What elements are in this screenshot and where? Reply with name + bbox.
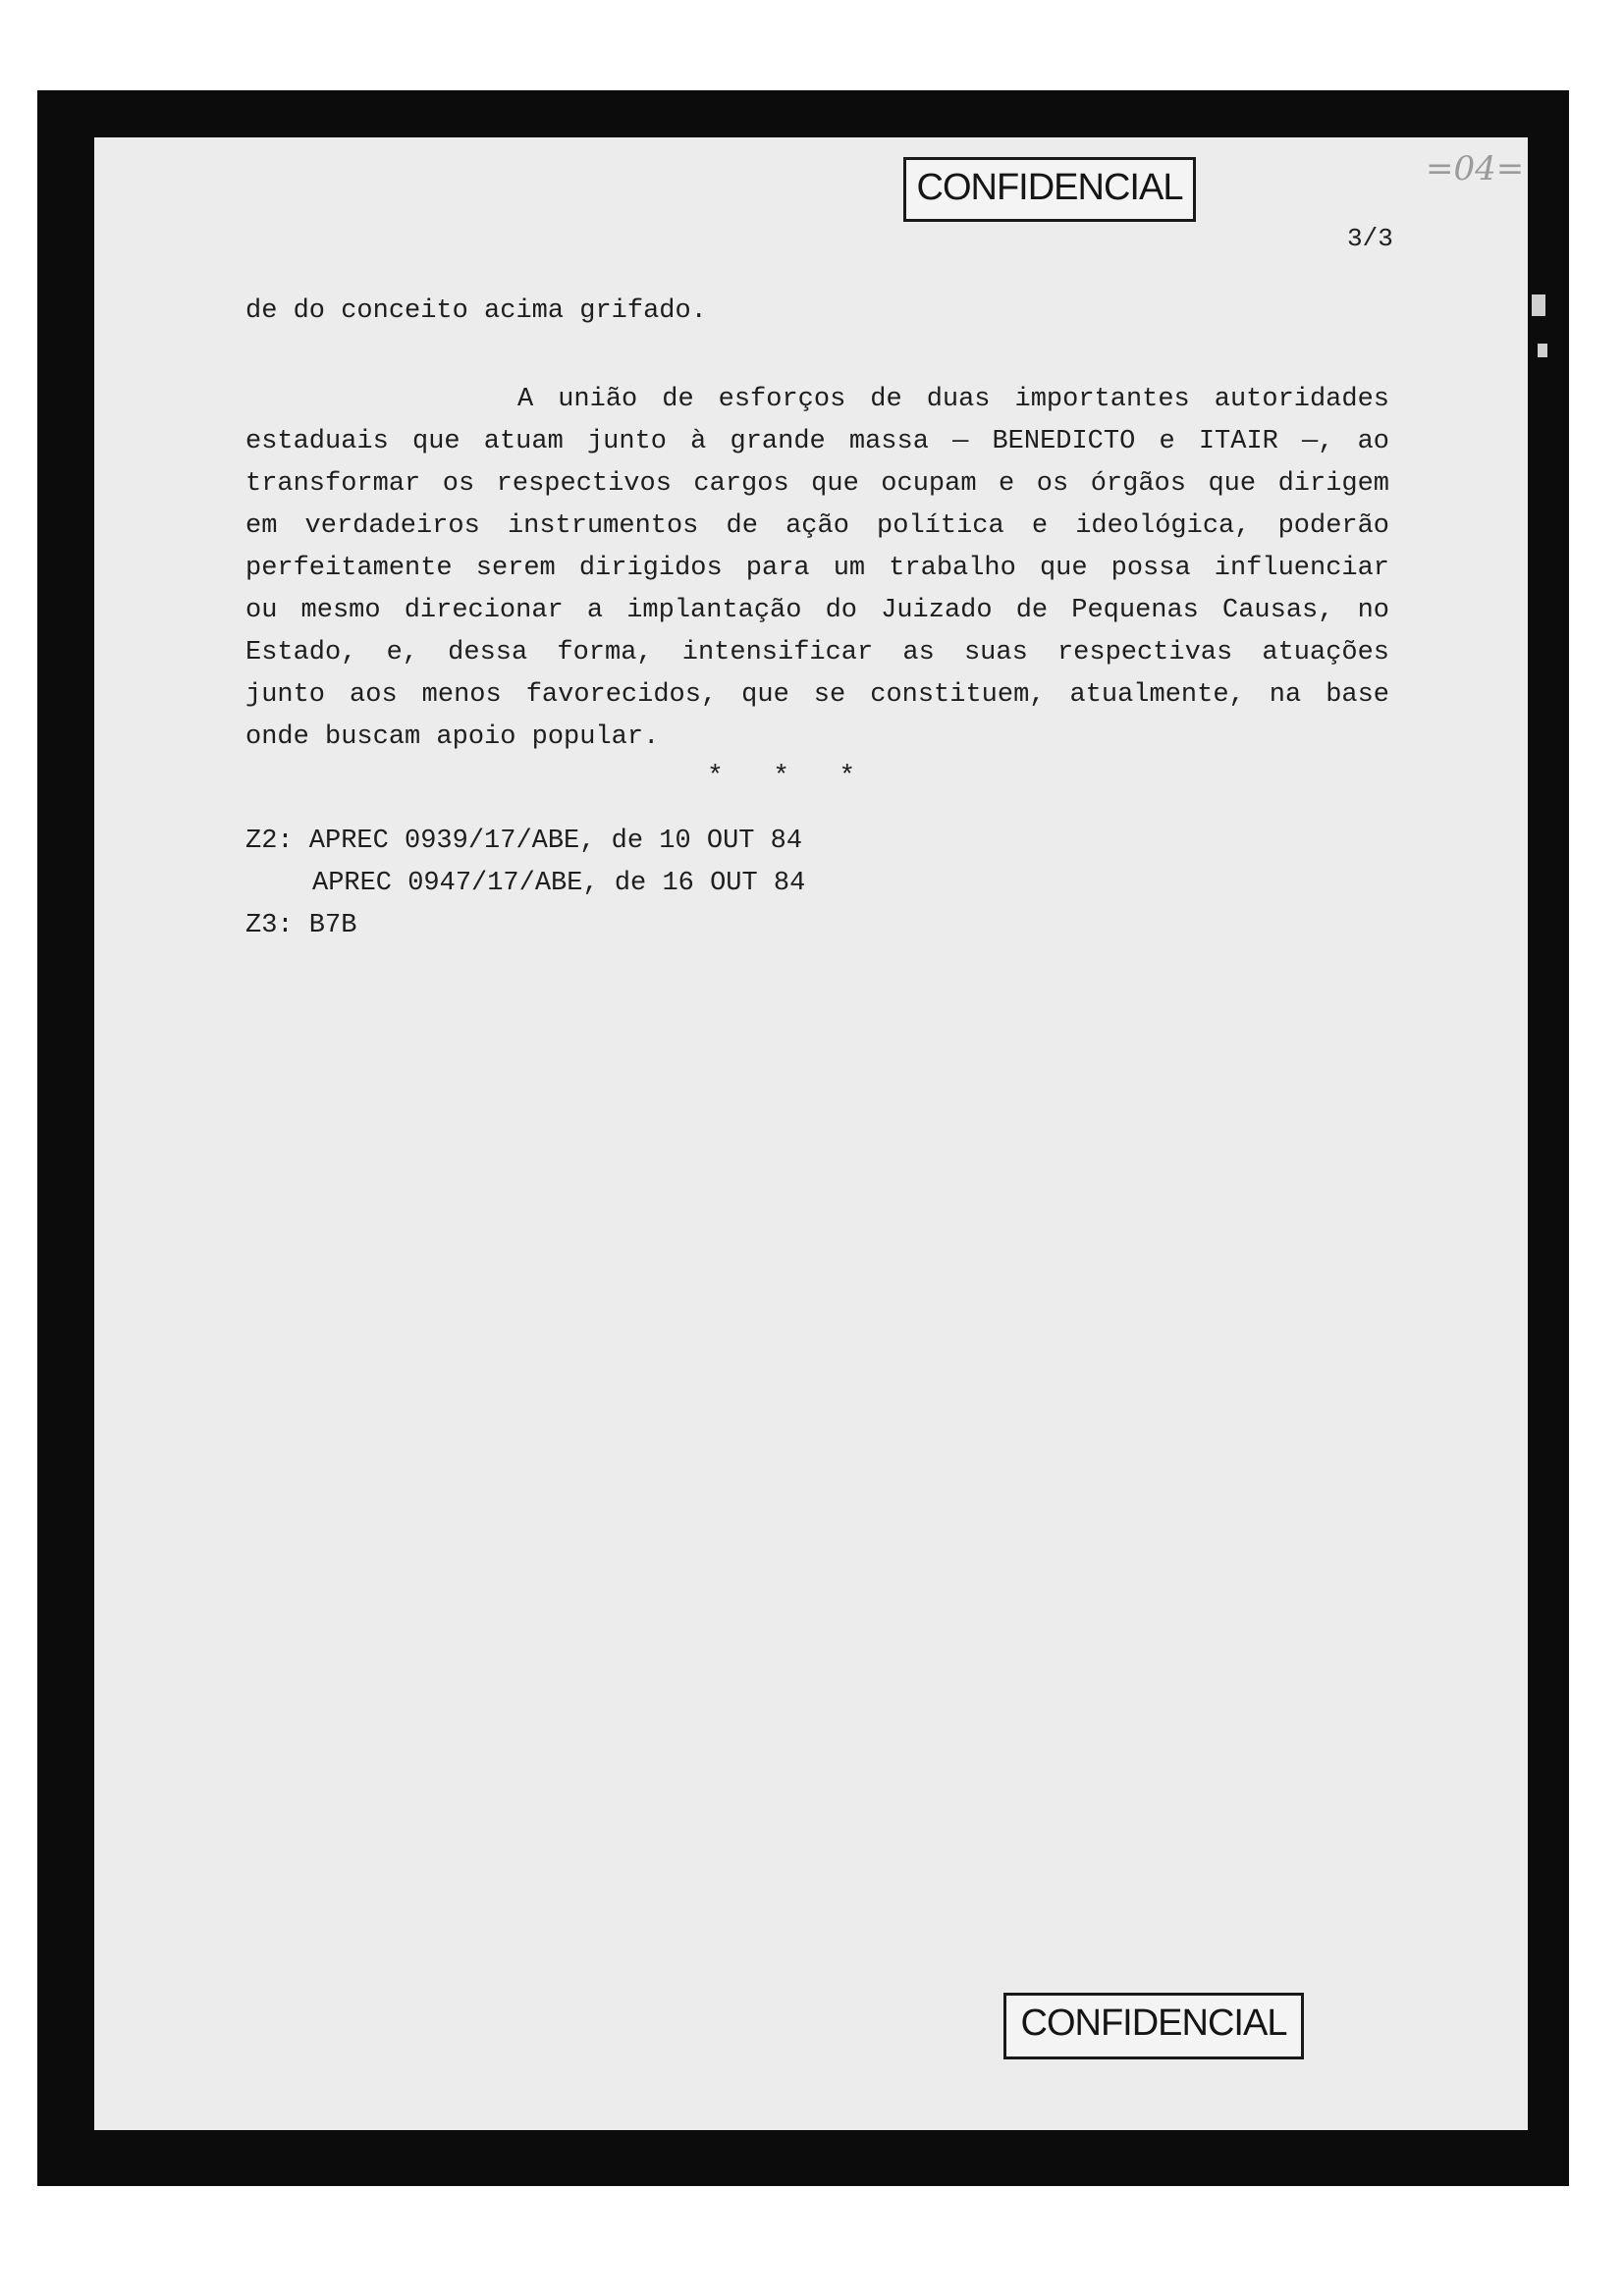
- reference-z2-line2: APREC 0947/17/ABE, de 16 OUT 84: [312, 869, 806, 898]
- paragraph-line: perfeitamente serem dirigidos para um trabalho que possa influenciar: [245, 554, 1389, 583]
- classification-stamp-top: CONFIDENCIAL: [903, 157, 1196, 222]
- paragraph-line: ou mesmo direcionar a implantação do Juizado de Pequenas Causas, no: [245, 596, 1389, 625]
- section-separator: * * *: [707, 762, 856, 792]
- paragraph-line: transformar os respectivos cargos que ocupam e os órgãos que dirigem: [245, 469, 1389, 499]
- paragraph-line: A união de esforços de duas importantes autoridades: [517, 385, 1389, 414]
- reference-z3-line: Z3: B7B: [245, 911, 357, 940]
- classification-stamp-bottom: CONFIDENCIAL: [1003, 1993, 1304, 2059]
- reference-z2-line1: Z2: APREC 0939/17/ABE, de 10 OUT 84: [245, 827, 803, 856]
- opening-line: de do conceito acima grifado.: [245, 296, 707, 326]
- paragraph-line: estaduais que atuam junto à grande massa — BENEDICTO e ITAIR —, ao: [245, 427, 1389, 456]
- page-number: 3/3: [1347, 224, 1393, 253]
- scan-artifact-mark: [1532, 294, 1545, 316]
- paragraph-line: em verdadeiros instrumentos de ação política e ideológica, poderão: [245, 511, 1389, 541]
- paragraph-last-line: onde buscam apoio popular.: [245, 722, 660, 752]
- paragraph-line: junto aos menos favorecidos, que se constituem, atualmente, na base: [245, 680, 1389, 710]
- handwritten-page-mark: =04=: [1426, 149, 1525, 188]
- scan-artifact-mark: [1538, 344, 1547, 357]
- paragraph-line: Estado, e, dessa forma, intensificar as suas respectivas atuações: [245, 638, 1389, 667]
